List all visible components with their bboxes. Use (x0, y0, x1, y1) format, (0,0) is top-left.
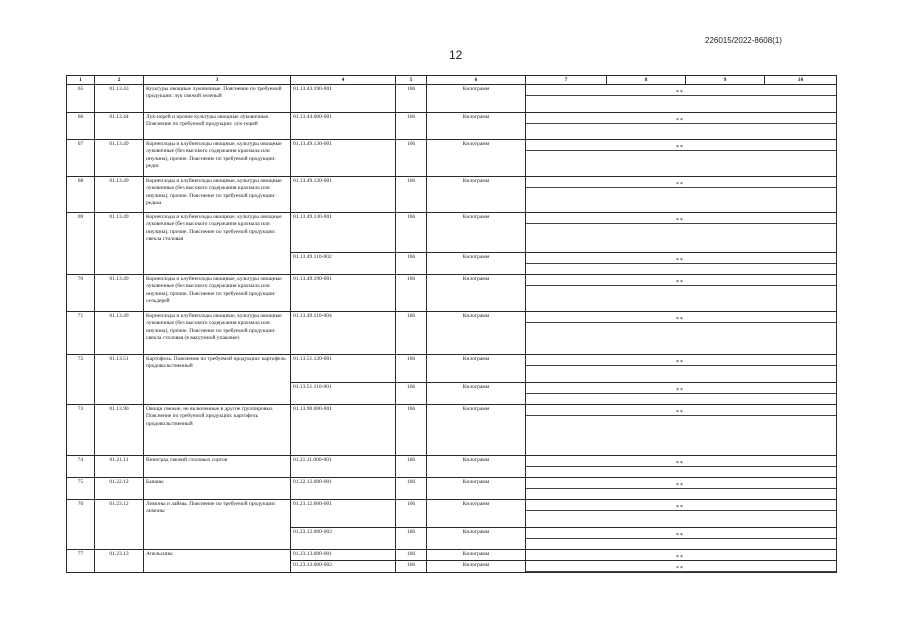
okei-code: 166 (396, 312, 427, 355)
ktru-code: 01.13.90.000-001 (291, 405, 396, 456)
okpd-code: 01.21.11 (95, 456, 144, 478)
note-underline (526, 538, 836, 539)
row-number: 76 (67, 500, 95, 550)
ktru-code: 01.13.43.190-001 (291, 85, 396, 113)
unit-name: Килограмм (427, 213, 526, 253)
okei-code: 166 (396, 550, 427, 561)
note-underline (526, 187, 836, 188)
okpd-code: 01.23.12 (95, 500, 144, 550)
note-underline (526, 415, 836, 416)
procurement-table (66, 75, 837, 573)
okei-code: 166 (396, 85, 427, 113)
ktru-code: 01.13.44.000-001 (291, 113, 396, 140)
okpd-code: 01.22.12 (95, 478, 144, 500)
ktru-code: 01.13.49.120-001 (291, 177, 396, 213)
item-name: Культуры овощные луковичные. Пояснение по требуемой продукции: лук свежий зеленый (144, 85, 291, 113)
ktru-code: 01.13.49.130-001 (291, 140, 396, 177)
header-cell-4: 4 (291, 76, 396, 85)
item-name: Корнеплоды и клубнеплоды овощные, культуры овощные луковичные (без высокого содержания крахмала или инулина), прочие. Пояснение по требуемой продукции: сельдерей (144, 275, 291, 312)
note-cell (526, 213, 837, 253)
note-cell (526, 253, 837, 275)
note-underline (526, 95, 836, 96)
unit-name: Килограмм (427, 383, 526, 405)
item-name: Овощи свежие, не включенные в другие группировки. Пояснение по требуемой продукции: картофель продовольственный (144, 405, 291, 456)
table-row (67, 275, 837, 312)
row-number: 69 (67, 213, 95, 275)
note-mark: ** (676, 317, 684, 323)
item-name: Бананы (144, 478, 291, 500)
note-cell (526, 275, 837, 312)
okei-code: 166 (396, 213, 427, 253)
note-underline (526, 466, 836, 467)
row-number: 71 (67, 312, 95, 355)
row-number: 75 (67, 478, 95, 500)
note-mark: ** (676, 388, 684, 394)
header-cell-3: 3 (144, 76, 291, 85)
unit-name: Килограмм (427, 312, 526, 355)
note-cell (526, 383, 837, 405)
ktru-code: 01.13.51.110-001 (291, 383, 396, 405)
row-number: 66 (67, 113, 95, 140)
okpd-code: 01.13.49 (95, 275, 144, 312)
okpd-code: 01.13.49 (95, 177, 144, 213)
unit-name: Килограмм (427, 456, 526, 478)
note-mark: ** (676, 145, 684, 151)
okei-code: 166 (396, 177, 427, 213)
note-mark: ** (676, 90, 684, 96)
unit-name: Килограмм (427, 500, 526, 528)
okpd-code: 01.13.90 (95, 405, 144, 456)
note-mark: ** (676, 410, 684, 416)
table-row (67, 405, 837, 456)
unit-name: Килограмм (427, 113, 526, 140)
row-number: 67 (67, 140, 95, 177)
unit-name: Килограмм (427, 85, 526, 113)
note-underline (526, 285, 836, 286)
note-mark: ** (676, 533, 684, 539)
row-number: 72 (67, 355, 95, 405)
table-row (67, 355, 837, 383)
okei-code: 166 (396, 528, 427, 550)
note-mark: ** (676, 218, 684, 224)
okei-code: 166 (396, 561, 427, 573)
table-row (67, 213, 837, 253)
row-number: 74 (67, 456, 95, 478)
note-cell (526, 113, 837, 140)
okpd-code: 01.13.49 (95, 312, 144, 355)
okpd-code: 01.13.49 (95, 213, 144, 275)
okei-code: 166 (396, 275, 427, 312)
table-row (67, 113, 837, 140)
header-cell-5: 5 (396, 76, 427, 85)
page-number: 12 (449, 48, 463, 62)
note-mark: ** (676, 555, 684, 561)
okei-code: 166 (396, 113, 427, 140)
note-cell (526, 85, 837, 113)
note-mark: ** (676, 182, 684, 188)
unit-name: Килограмм (427, 253, 526, 275)
note-underline (526, 488, 836, 489)
row-number: 73 (67, 405, 95, 456)
okei-code: 166 (396, 405, 427, 456)
ktru-code: 01.13.49.110-004 (291, 312, 396, 355)
note-mark: ** (676, 258, 684, 264)
item-name: Корнеплоды и клубнеплоды овощные, культуры овощные луковичные (без высокого содержания крахмала или инулина), прочие. Пояснение по требуемой продукции: свекла столовая (в вакуумной упаковке) (144, 312, 291, 355)
table-row (67, 312, 837, 355)
note-underline (526, 393, 836, 394)
note-underline (526, 365, 836, 366)
okpd-code: 01.13.51 (95, 355, 144, 405)
note-cell (526, 456, 837, 478)
unit-name: Килограмм (427, 140, 526, 177)
note-cell (526, 355, 837, 383)
row-number: 65 (67, 85, 95, 113)
item-name: Виноград свежий столовых сортов (144, 456, 291, 478)
note-mark: ** (676, 461, 684, 467)
okpd-code: 01.13.49 (95, 140, 144, 177)
ktru-code: 01.23.13.000-001 (291, 550, 396, 561)
unit-name: Килограмм (427, 405, 526, 456)
note-mark: ** (676, 566, 684, 572)
okei-code: 166 (396, 456, 427, 478)
header-cell-1: 1 (67, 76, 95, 85)
row-number: 70 (67, 275, 95, 312)
okei-code: 166 (396, 500, 427, 528)
header-cell-10: 10 (765, 76, 837, 85)
note-cell (526, 140, 837, 177)
unit-name: Килограмм (427, 561, 526, 573)
item-name: Картофель. Пояснение по требуемой продукции: картофель продовольственный (144, 355, 291, 405)
note-cell (526, 177, 837, 213)
header-cell-7: 7 (526, 76, 607, 85)
note-cell (526, 561, 837, 573)
unit-name: Килограмм (427, 275, 526, 312)
item-name: Лук-порей и прочие культуры овощные луковичные. Пояснение по требуемой продукции: лук-порей (144, 113, 291, 140)
okpd-code: 01.23.13 (95, 550, 144, 573)
item-name: Лимоны и лаймы. Пояснение по требуемой продукции: лимоны (144, 500, 291, 550)
row-number: 77 (67, 550, 95, 573)
unit-name: Килограмм (427, 528, 526, 550)
okei-code: 166 (396, 355, 427, 383)
table-row (67, 500, 837, 528)
table-row (67, 478, 837, 500)
ktru-code: 01.13.49.190-001 (291, 275, 396, 312)
note-cell (526, 500, 837, 528)
okpd-code: 01.13.44 (95, 113, 144, 140)
ktru-code: 01.13.49.110-002 (291, 253, 396, 275)
note-mark: ** (676, 280, 684, 286)
note-cell (526, 478, 837, 500)
table-row (67, 550, 837, 561)
ktru-code: 01.21.11.000-001 (291, 456, 396, 478)
ktru-code: 01.22.12.000-001 (291, 478, 396, 500)
note-mark: ** (676, 483, 684, 489)
unit-name: Килограмм (427, 355, 526, 383)
item-name: Корнеплоды и клубнеплоды овощные, культуры овощные луковичные (без высокого содержания крахмала или инулина), прочие. Пояснение по требуемой продукции: свекла столовая (144, 213, 291, 275)
item-name: Апельсины (144, 550, 291, 573)
unit-name: Килограмм (427, 177, 526, 213)
note-underline (526, 510, 836, 511)
okpd-code: 01.13.43 (95, 85, 144, 113)
table-row (67, 456, 837, 478)
note-cell (526, 550, 837, 561)
item-name: Корнеплоды и клубнеплоды овощные, культуры овощные луковичные (без высокого содержания крахмала или инулина), прочие. Пояснение по требуемой продукции: редька (144, 177, 291, 213)
header-cell-6: 6 (427, 76, 526, 85)
unit-name: Килограмм (427, 550, 526, 561)
note-cell (526, 405, 837, 456)
table-row (67, 85, 837, 113)
note-underline (526, 150, 836, 151)
ktru-code: 01.23.12.000-002 (291, 528, 396, 550)
note-cell (526, 528, 837, 550)
item-name: Корнеплоды и клубнеплоды овощные, культуры овощные луковичные (без высокого содержания крахмала или инулина), прочие. Пояснение по требуемой продукции: редис (144, 140, 291, 177)
okei-code: 166 (396, 140, 427, 177)
header-cell-2: 2 (95, 76, 144, 85)
note-underline (526, 571, 836, 572)
table-row (67, 177, 837, 213)
header-cell-9: 9 (686, 76, 765, 85)
note-underline (526, 123, 836, 124)
header-cell-8: 8 (607, 76, 686, 85)
note-cell (526, 312, 837, 355)
note-mark: ** (676, 360, 684, 366)
header-row (67, 76, 837, 85)
okei-code: 166 (396, 383, 427, 405)
ktru-code: 01.13.51.120-001 (291, 355, 396, 383)
note-mark: ** (676, 118, 684, 124)
unit-name: Килограмм (427, 478, 526, 500)
note-underline (526, 322, 836, 323)
document-id: 226015/2022-8608(1) (705, 36, 782, 45)
okei-code: 166 (396, 478, 427, 500)
table-row (67, 140, 837, 177)
note-underline (526, 263, 836, 264)
note-mark: ** (676, 505, 684, 511)
okei-code: 166 (396, 253, 427, 275)
ktru-code: 01.23.13.000-002 (291, 561, 396, 573)
ktru-code: 01.23.12.000-001 (291, 500, 396, 528)
note-underline (526, 223, 836, 224)
ktru-code: 01.13.49.130-001 (291, 213, 396, 253)
row-number: 68 (67, 177, 95, 213)
